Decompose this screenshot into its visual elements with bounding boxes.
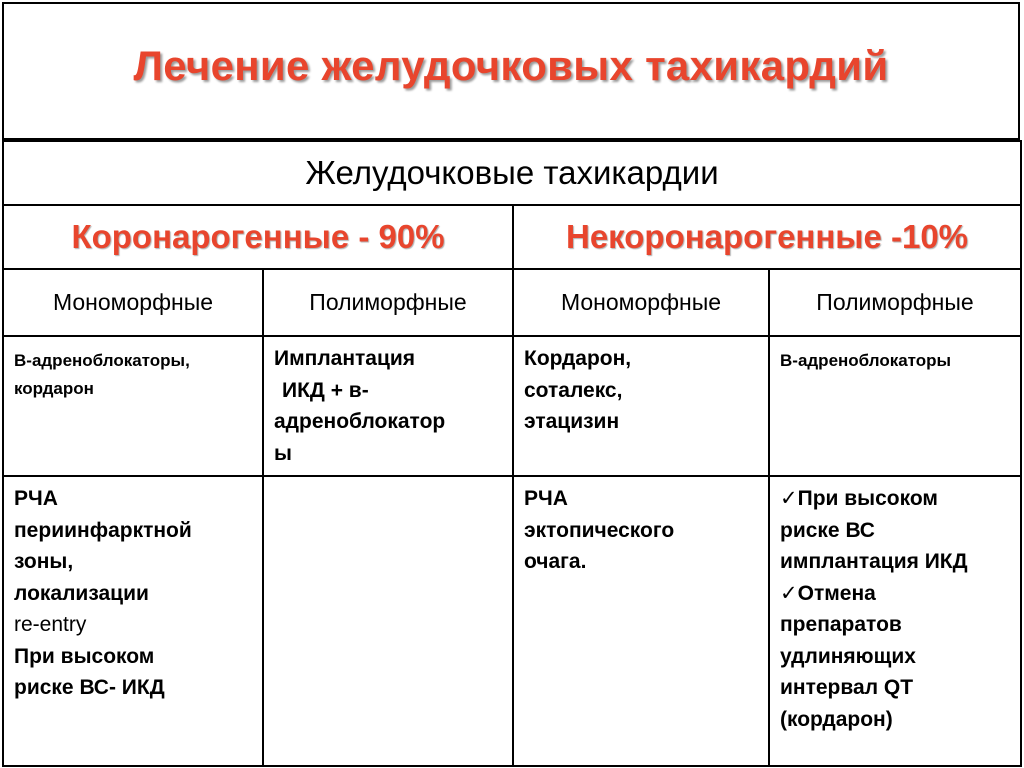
cell-line: риске ВС <box>780 518 875 542</box>
cell-noncoronary-poly-drugs <box>769 336 1021 476</box>
check-icon: ✓ <box>780 487 798 510</box>
treatment-table <box>2 140 1022 767</box>
cell-line: При высоком <box>797 487 938 510</box>
subheader-row <box>3 269 1021 336</box>
cell-line: При высоком <box>14 644 155 668</box>
cell-line: Имплантация <box>274 347 416 370</box>
cell-line-text: ИКД + в- <box>282 378 369 402</box>
list-item <box>780 578 1010 736</box>
cell-line: очага. <box>524 550 587 573</box>
cell-coronary-mono-procedures <box>3 476 263 766</box>
cell-line: имплантация ИКД <box>780 550 968 573</box>
cell-line: периинфарктной <box>14 518 192 542</box>
main-header: Желудочковые тахикардии <box>3 141 1021 205</box>
list-item <box>780 483 1010 578</box>
recommendation-list <box>780 483 1010 735</box>
cell-line: В-адреноблокаторы, <box>14 351 190 370</box>
main-header-row <box>3 141 1021 205</box>
subheader-monomorphic-2: Мономорфные <box>513 269 769 336</box>
cell-line: соталекс, <box>524 378 623 402</box>
subheader-monomorphic-1: Мономорфные <box>3 269 263 336</box>
cell-line: ы <box>274 441 292 465</box>
subheader-polymorphic-2: Полиморфные <box>769 269 1021 336</box>
cell-noncoronary-mono-procedures <box>513 476 769 766</box>
cell-line: РЧА <box>524 487 568 510</box>
group-header-row <box>3 205 1021 269</box>
cell-line: кордарон <box>14 379 94 399</box>
cell-line: зоны, <box>14 550 74 573</box>
title-box <box>2 2 1020 140</box>
cell-line: эктопического <box>524 518 675 542</box>
cell-line: локализации <box>14 581 149 605</box>
cell-line: удлиняющих <box>780 644 916 668</box>
cell-line: Кордарон, <box>524 347 632 370</box>
cell-line: re-entry <box>14 613 87 636</box>
subheader-polymorphic-1: Полиморфные <box>263 269 513 336</box>
cell-noncoronary-mono-drugs <box>513 336 769 476</box>
check-icon: ✓ <box>780 581 798 605</box>
cell-coronary-poly-procedures <box>263 476 513 766</box>
page-title: Лечение желудочковых тахикардий <box>133 42 889 89</box>
table-row <box>3 336 1021 476</box>
cell-line: этацизин <box>524 410 620 433</box>
cell-noncoronary-poly-procedures <box>769 476 1021 766</box>
cell-line <box>274 375 502 407</box>
cell-line: адреноблокатор <box>274 410 446 433</box>
cell-line: Отмена <box>797 581 876 605</box>
table-row <box>3 476 1021 766</box>
cell-coronary-mono-drugs <box>3 336 263 476</box>
cell-line: В-адреноблокаторы <box>780 351 952 370</box>
cell-line: РЧА <box>14 487 58 510</box>
cell-line: препаратов <box>780 613 902 636</box>
group-header-coronarogenic: Коронарогенные - 90% <box>3 205 513 269</box>
group-header-noncoronarogenic: Некоронарогенные -10% <box>513 205 1021 269</box>
cell-line: (кордарон) <box>780 707 893 731</box>
cell-coronary-poly-drugs <box>263 336 513 476</box>
cell-line: интервал QT <box>780 676 914 699</box>
cell-line: риске ВС- ИКД <box>14 676 165 699</box>
